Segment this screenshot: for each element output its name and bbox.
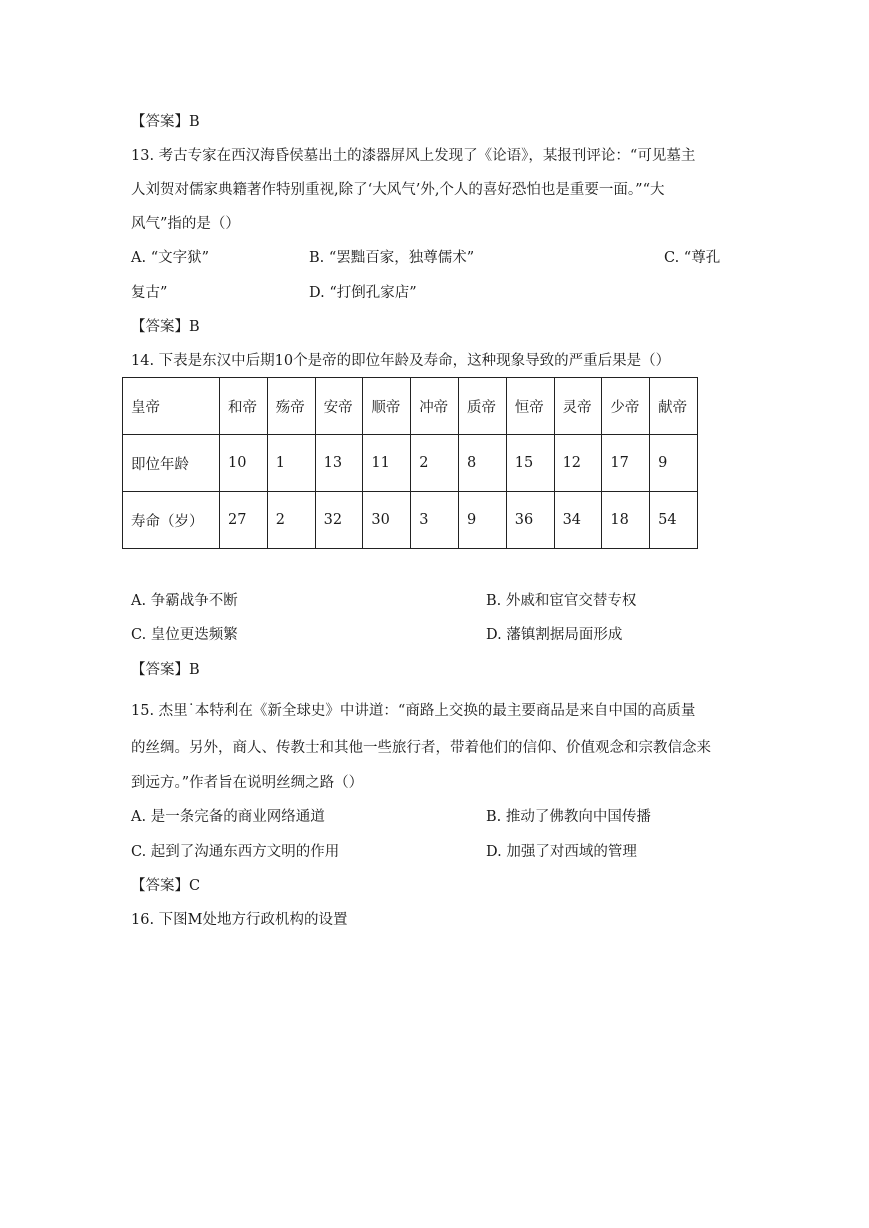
table-cell: 27 xyxy=(220,492,268,549)
table-row xyxy=(123,492,698,549)
q15-option-a: A. 是一条完备的商业网络通道 xyxy=(131,809,325,825)
table-cell: 10 xyxy=(220,435,268,492)
emperor-table xyxy=(122,377,698,549)
table-cell: 3 xyxy=(411,492,459,549)
q13-stem-line3: 风气”指的是（） xyxy=(131,216,240,232)
table-cell: 30 xyxy=(363,492,411,549)
q13-option-b: B. “罢黜百家，独尊儒术” xyxy=(309,250,475,266)
table-cell: 安帝 xyxy=(315,378,363,435)
q13-stem-line2: 人刘贺对儒家典籍著作特别重视,除了‘大风气’外,个人的喜好恐怕也是重要一面。”“大 xyxy=(131,182,665,198)
table-cell: 质帝 xyxy=(458,378,506,435)
table-cell: 2 xyxy=(267,492,315,549)
q15-stem-line1: 15. 杰里˙本特利在《新全球史》中讲道：“商路上交换的最主要商品是来自中国的高质量 xyxy=(131,703,696,719)
table-cell: 2 xyxy=(411,435,459,492)
q14-option-a: A. 争霸战争不断 xyxy=(131,593,238,609)
q15-option-b: B. 推动了佛教向中国传播 xyxy=(486,809,651,825)
q13-stem-line1: 13. 考古专家在西汉海昏侯墓出土的漆器屏风上发现了《论语》，某报刊评论：“可见墓主 xyxy=(131,148,696,164)
table-cell: 15 xyxy=(506,435,554,492)
table-cell: 顺帝 xyxy=(363,378,411,435)
table-cell: 18 xyxy=(602,492,650,549)
q15-option-d: D. 加强了对西域的管理 xyxy=(486,844,637,860)
table-cell: 寿命（岁） xyxy=(123,492,220,549)
q14-answer: 【答案】B xyxy=(131,662,200,678)
q13-option-c: C. “尊孔 xyxy=(664,250,721,266)
table-cell: 17 xyxy=(602,435,650,492)
table-cell: 54 xyxy=(650,492,698,549)
table-cell: 9 xyxy=(458,492,506,549)
table-cell: 9 xyxy=(650,435,698,492)
q13-option-d: D. “打倒孔家店” xyxy=(309,285,417,301)
q13-answer: 【答案】B xyxy=(131,319,200,335)
table-cell: 恒帝 xyxy=(506,378,554,435)
table-cell: 36 xyxy=(506,492,554,549)
q14-option-b: B. 外戚和宦官交替专权 xyxy=(486,593,637,609)
table-row xyxy=(123,378,698,435)
table-cell: 冲帝 xyxy=(411,378,459,435)
table-cell: 32 xyxy=(315,492,363,549)
table-cell: 少帝 xyxy=(602,378,650,435)
table-cell: 献帝 xyxy=(650,378,698,435)
q14-option-c: C. 皇位更迭频繁 xyxy=(131,627,238,643)
q15-option-c: C. 起到了沟通东西方文明的作用 xyxy=(131,844,340,860)
q15-answer: 【答案】C xyxy=(131,878,201,894)
table-cell: 12 xyxy=(554,435,602,492)
table-cell: 1 xyxy=(267,435,315,492)
table-cell: 34 xyxy=(554,492,602,549)
q14-stem: 14. 下表是东汉中后期10个是帝的即位年龄及寿命，这种现象导致的严重后果是（） xyxy=(131,353,671,369)
table-row xyxy=(123,435,698,492)
q12-answer: 【答案】B xyxy=(131,114,200,130)
table-cell: 8 xyxy=(458,435,506,492)
q14-option-d: D. 藩镇割据局面形成 xyxy=(486,627,623,643)
table-cell: 殇帝 xyxy=(267,378,315,435)
q13-option-a: A. “文字狱” xyxy=(131,250,210,266)
q15-stem-line2: 的丝绸。另外，商人、传教士和其他一些旅行者，带着他们的信仰、价值观念和宗教信念来 xyxy=(131,740,711,756)
table-cell: 灵帝 xyxy=(554,378,602,435)
q15-stem-line3: 到远方。”作者旨在说明丝绸之路（） xyxy=(131,775,364,791)
q16-stem: 16. 下图M处地方行政机构的设置 xyxy=(131,912,348,928)
table-cell: 即位年龄 xyxy=(123,435,220,492)
table-cell: 和帝 xyxy=(220,378,268,435)
table-cell: 皇帝 xyxy=(123,378,220,435)
table-cell: 13 xyxy=(315,435,363,492)
q13-option-c-continued: 复古” xyxy=(131,285,168,301)
table-cell: 11 xyxy=(363,435,411,492)
